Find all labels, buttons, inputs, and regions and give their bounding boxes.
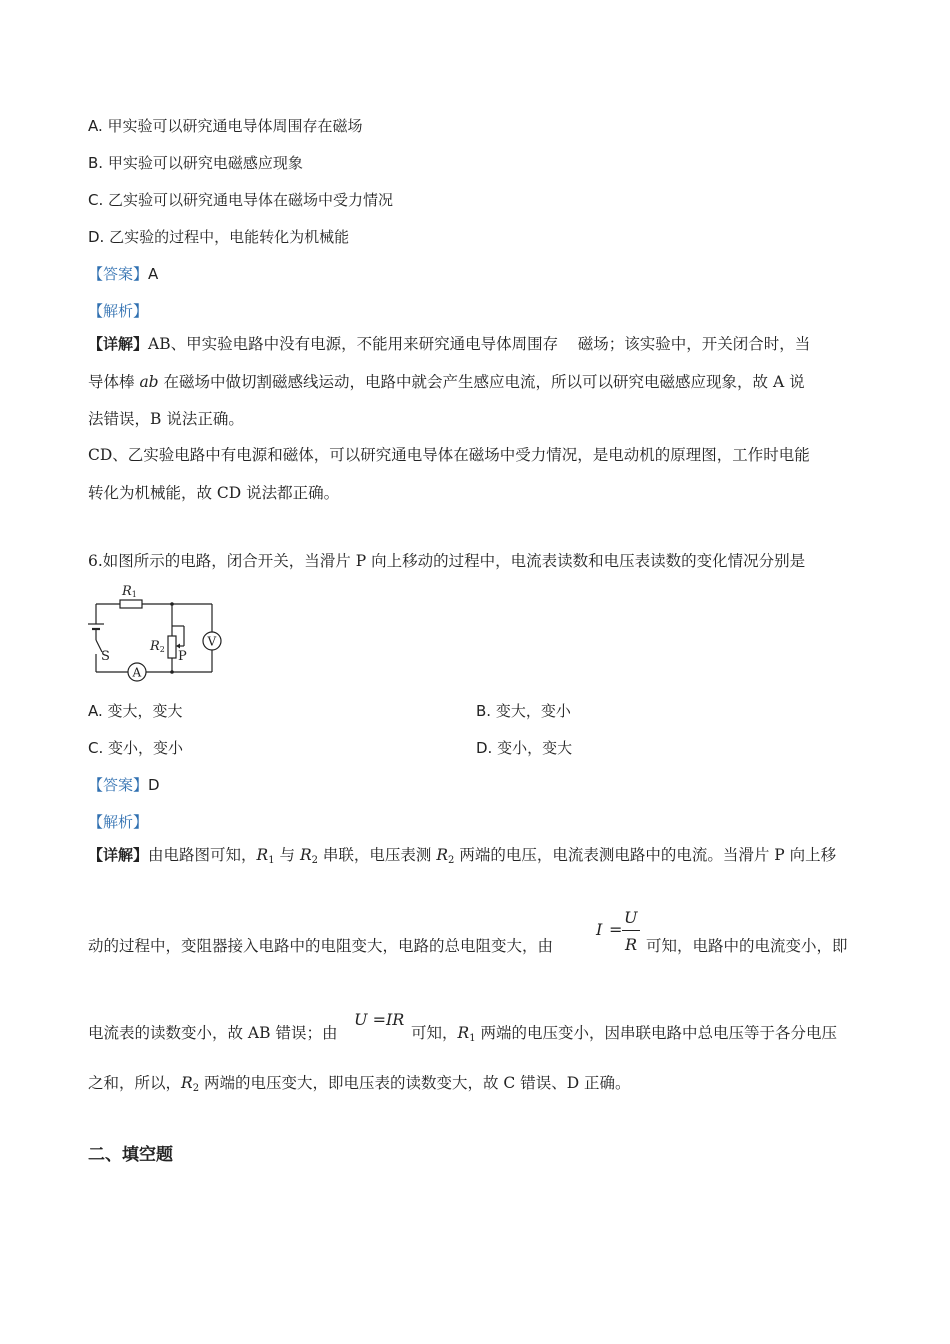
- q5-option-c: C. 乙实验可以研究通电导体在磁场中受力情况: [88, 191, 394, 209]
- answer-tag: 【答案】: [88, 265, 149, 283]
- var-r2: R: [436, 846, 449, 864]
- junction-top: [170, 602, 174, 606]
- detail-tag: 【详解】: [88, 846, 149, 864]
- slider-arrow: [176, 644, 180, 649]
- q5-option-a: A. 甲实验可以研究通电导体周围存在磁场: [88, 117, 363, 135]
- q6-question: 6.如图所示的电路，闭合开关，当滑片 P 向上移动的过程中，电流表读数和电压表读数的变化情况分别是: [88, 552, 806, 570]
- q6-analysis: [88, 811, 148, 833]
- label-r1: R1: [122, 584, 137, 599]
- detail-text: 两端的电压，电流表测电路中的电流。当滑片 P 向上移: [454, 846, 837, 864]
- q6-option-c: C. 变小，变小: [88, 739, 184, 757]
- q5-option-b: B. 甲实验可以研究电磁感应现象: [88, 154, 303, 172]
- var-r2: R: [299, 846, 312, 864]
- formula-denominator: R: [625, 935, 638, 954]
- junction-bottom: [170, 670, 174, 674]
- resistor-r2: [168, 636, 176, 658]
- detail-tag: 【详解】: [88, 335, 149, 353]
- detail-text: 之和，所以，: [88, 1074, 182, 1092]
- sub-2: 2: [192, 1083, 200, 1094]
- q5-answer: [88, 263, 158, 285]
- resistor-r1: [120, 600, 142, 608]
- label-s: S: [101, 649, 110, 664]
- q6-option-b: B. 变大，变小: [476, 702, 571, 720]
- q6-option-a: A. 变大，变大: [88, 702, 183, 720]
- q6-detail-line-3-left: 电流表的读数变小，故 AB 错误；由: [88, 1024, 338, 1042]
- label-r2: R2: [150, 639, 165, 654]
- variable-ab: ab: [139, 373, 159, 391]
- q5-detail-line-4: CD、乙实验电路中有电源和磁体，可以研究通电导体在磁场中受力情况，是电动机的原理图，工作时电能: [88, 446, 810, 464]
- detail-text: 串联，电压表测: [317, 846, 437, 864]
- q6-detail-line-3-right: [411, 1022, 837, 1050]
- q6-option-d: D. 变小，变大: [476, 739, 573, 757]
- q5-detail-line-5: 转化为机械能，故 CD 说法都正确。: [88, 484, 340, 502]
- formula-ohm-voltage: U =IR: [354, 1010, 405, 1029]
- analysis-tag: 【解析】: [88, 813, 149, 831]
- detail-text: 两端的电压变小，因串联电路中总电压等于各分电压: [475, 1024, 837, 1042]
- label-voltmeter: V: [207, 634, 217, 649]
- circuit-diagram: [80, 580, 230, 686]
- detail-text: 两端的电压变大，即电压表的读数变大，故 C 错误、D 正确。: [199, 1074, 631, 1092]
- detail-text: 由电路图可知，: [148, 846, 257, 864]
- var-r2: R: [181, 1074, 193, 1092]
- sub-1: 1: [469, 1033, 476, 1044]
- sub-2: 2: [448, 855, 455, 866]
- var-r1: R: [457, 1024, 470, 1042]
- label-ammeter: A: [132, 665, 142, 680]
- q6-answer: [88, 774, 160, 796]
- q5-option-d: D. 乙实验的过程中，电能转化为机械能: [88, 228, 350, 246]
- fraction-bar: [622, 930, 640, 931]
- var-r1: R: [256, 846, 269, 864]
- detail-text: 导体棒: [88, 373, 140, 391]
- detail-text: 在磁场中做切割磁感线运动，电路中就会产生感应电流，所以可以研究电磁感应现象，故 A 说: [158, 373, 805, 391]
- analysis-tag: 【解析】: [88, 302, 149, 320]
- q6-detail-line-2-right: 可知，电路中的电流变小，即: [646, 937, 848, 955]
- formula-lhs: I: [596, 920, 603, 939]
- q6-detail-line-2-left: 动的过程中，变阻器接入电路中的电阻变大，电路的总电阻变大，由: [88, 937, 554, 955]
- formula-eq: =: [609, 920, 623, 939]
- label-p: P: [178, 649, 187, 664]
- answer-value: D: [148, 776, 160, 794]
- formula-numerator: U: [624, 908, 638, 927]
- sub-2: 2: [311, 855, 318, 866]
- q5-detail-line-2: [88, 371, 805, 393]
- q5-detail-line-3: 法错误，B 说法正确。: [88, 410, 244, 428]
- detail-text: 可知，: [411, 1024, 458, 1042]
- detail-text: 与: [274, 846, 300, 864]
- q6-detail-line-1: [88, 844, 836, 872]
- section-title: 二、填空题: [88, 1145, 173, 1165]
- q5-analysis: [88, 300, 148, 322]
- answer-tag: 【答案】: [88, 776, 149, 794]
- answer-value: A: [148, 265, 159, 283]
- detail-text: AB、甲实验电路中没有电源，不能用来研究通电导体周围存 磁场；该实验中，开关闭合时，当: [148, 335, 811, 353]
- q6-detail-line-4: [88, 1072, 631, 1100]
- sub-1: 1: [268, 855, 275, 866]
- q5-detail-line-1: [88, 333, 810, 355]
